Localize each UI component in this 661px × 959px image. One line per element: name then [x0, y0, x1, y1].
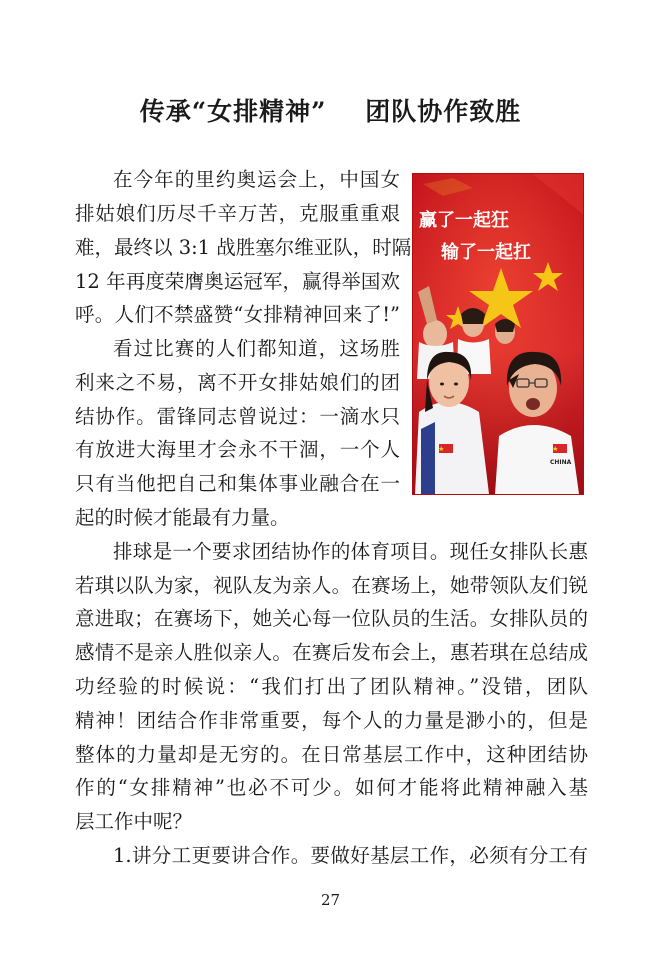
paragraph-3-line-7: 整体的力量却是无穷的。在日常基层工作中，这种团结协 — [75, 743, 588, 766]
poster-illustration — [413, 174, 583, 494]
paragraph-3-line-4: 感情不是亲人胜似亲人。在赛后发布会上，惠若琪在总结成 — [75, 641, 588, 664]
paragraph-1-line-1: 在今年的里约奥运会上，中国女 — [113, 168, 400, 191]
volleyball-team-poster — [413, 174, 583, 494]
paragraph-3-line-6: 精神！团结合作非常重要，每个人的力量是渺小的，但是 — [75, 709, 588, 732]
jersey-label: CHINA — [550, 459, 572, 466]
paragraph-3-line-2: 若琪以队为家，视队友为亲人。在赛场上，她带领队友们锐 — [75, 574, 588, 597]
paragraph-2-line-5: 只有当他把自己和集体事业融合在一 — [75, 472, 400, 495]
paragraph-1-line-2: 排姑娘们历尽千辛万苦，克服重重艰 — [75, 202, 400, 225]
paragraph-3-line-3: 意进取；在赛场下，她关心每一位队员的生活。女排队员的 — [75, 607, 588, 630]
paragraph-3-line-5: 功经验的时候说：“我们打出了团队精神。”没错，团队 — [75, 675, 588, 698]
paragraph-3-line-1: 排球是一个要求团结协作的体育项目。现任女排队长惠 — [113, 540, 588, 563]
page-title: 传承“女排精神” 团队协作致胜 — [139, 97, 522, 126]
paragraph-2-line-3: 结协作。雷锋同志曾说过：一滴水只 — [75, 405, 400, 428]
slogan-line-1: 赢了一起狂 — [419, 210, 509, 231]
paragraph-3-line-9: 层工作中呢？ — [75, 810, 193, 833]
paragraph-4-line-1: 1.讲分工更要讲合作。要做好基层工作，必须有分工有 — [113, 844, 588, 867]
paragraph-1-line-4: 12 年再度荣膺奥运冠军，赢得举国欢 — [75, 270, 400, 293]
slogan-line-2: 输了一起扛 — [441, 242, 531, 263]
paragraph-2-line-1: 看过比赛的人们都知道，这场胜 — [113, 337, 400, 360]
paragraph-2-line-4: 有放进大海里才会永不干涸，一个人 — [75, 438, 400, 461]
paragraph-1-line-3: 难，最终以 3:1 战胜塞尔维亚队，时隔 — [75, 236, 412, 259]
paragraph-2-line-2: 利来之不易，离不开女排姑娘们的团 — [75, 371, 400, 394]
paragraph-2-line-6: 起的时候才能最有力量。 — [75, 506, 290, 529]
paragraph-3-line-8: 作的“女排精神”也必不可少。如何才能将此精神融入基 — [75, 776, 588, 799]
page-number: 27 — [320, 891, 341, 909]
paragraph-1-line-5: 呼。人们不禁盛赞“女排精神回来了!” — [75, 303, 400, 326]
